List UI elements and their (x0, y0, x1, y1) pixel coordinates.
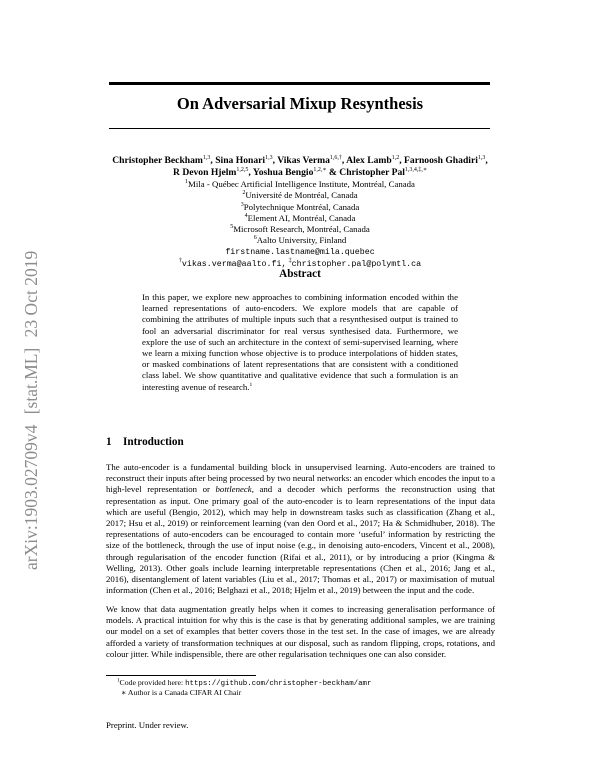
author-sup: 1,6,† (329, 154, 342, 161)
footnote-mark: 1 (249, 381, 253, 388)
footnote: $^1$Code provided here: https://github.com/christopher-beckham/amr (117, 678, 372, 688)
author-sup: 1,3 (265, 154, 273, 161)
author-sup: 1,3,4,‡,∗ (404, 166, 427, 173)
author-name: Vikas Verma (277, 155, 330, 166)
affiliation: $^5$Microsoft Research, Montréal, Canada (230, 224, 370, 235)
paper-title: On Adversarial Mixup Resynthesis (176, 94, 424, 113)
affiliation: $^4$Element AI, Montréal, Canada (244, 212, 356, 223)
title-bottom-rule (109, 128, 490, 129)
author-name: R Devon Hjelm (173, 167, 237, 178)
affiliation: $^2$Université de Montréal, Canada (242, 190, 358, 201)
section-heading: 1 Introduction (106, 436, 184, 448)
author-sup: 1,2,5 (236, 166, 249, 173)
abstract-heading: Abstract (279, 268, 321, 280)
author-sup: 1,3 (477, 154, 486, 161)
affiliation: $^3$Polytechnique Montréal, Canada (240, 201, 360, 212)
author-name: Christopher Pal (339, 167, 405, 178)
arxiv-category: [stat.ML] (21, 347, 41, 415)
author-sup: 1,2 (391, 154, 400, 161)
arxiv-date: 23 Oct 2019 (21, 250, 41, 338)
paragraph: We know that data augmentation greatly helps when it comes to increasing generalisation performance of models. A practical intuition for why this is the case is that by generating additional samples, we are training our model on a set of examples that better covers those in the test set. In the case of images, we are already afforded a variety of transformation techniques at our disposal, such as random flipping, crops, rotations, and colour jitter. While indispensible, there are other regularisation techniques one can also consider. (106, 604, 495, 659)
footnote-rule (106, 675, 256, 676)
author-list: Christopher Beckham$^{1,3}$, Sina Honari$^{1,3}$, Vikas Verma$^{1,6,\dagger}$, Alex Lamb$^{1,2}$, Farnoosh Ghadiri$^{1,3}$, R Devon Hjelm$^{1,2,5}$, Yoshua Bengio$^{1,2,∗}$ & Christopher Pal$^{1,3,4,\ddagger,∗}$ $^1$Mila - Québec Artificial Intelligence Institute, Montréal, Canada $^2$Université de Montréal, Canada $^3$Polytechnique Montréal, Canada $^4$Element AI, Montréal, Canada $^5$Microsoft Research, Montréal, Canada $^6$Aalto University, Finland firstname.lastname@mila.quebec †vikas.verma@aalto.fi, ‡christopher.pal@polymtl.ca (0, 155, 600, 270)
affiliation-list (0, 179, 600, 270)
email-line: firstname.lastname@mila.quebec (225, 247, 375, 257)
abstract-text: In this paper, we explore new approaches to combining information encoded within the learned representations of auto-encoders. We explore models that are capable of combining the attributes of multiple inputs such that a resynthesised output is trained to fool an adversarial discriminator for real versus synthesised data. Furthermore, we explore the use of such an architecture in the context of semi-supervised learning, where we learn a mixing function whose objective is to produce interpolations of hidden states, or masked combinations of latent representations that are consistent with a conditioned class label. We show quantitative and qualitative evidence that such a formulation is an interesting avenue of research.$^1$ (142, 292, 458, 392)
footnote: ∗ Author is a Canada CIFAR AI Chair (121, 688, 242, 697)
arxiv-id: arXiv:1903.02709v4 (21, 424, 41, 570)
paragraph: The auto-encoder is a fundamental building block in unsupervised learning. Auto-encoders are trained to reconstruct their inputs after being processed by two neural networks: an encoder which encodes the input to a high-level representation or bottleneck, and a decoder which performs the reconstruction using that representation as input. One primary goal of the auto-encoder is to learn representations of the input data which are useful (Bengio, 2012), which may help in downstream tasks such as classification (Zhang et al., 2017; Hsu et al., 2019) or reinforcement learning (van den Oord et al., 2017; Ha & Schmidhuber, 2018). The representations of auto-encoders can be encouraged to contain more ‘useful’ information by restricting the size of the bottleneck, through the use of input noise (e.g., in denoising auto-encoders, Vincent et al., 2008), through regularisation of the encoder function (Rifai et al., 2011), or by introducing a prior (Kingma & Welling, 2013). Other goals include learning interpretable representations (Chen et al., 2016; Jang et al., 2016), disentanglement of latent variables (Liu et al., 2017; Thomas et al., 2017) or maximisation of mutual information (Chen et al., 2016; Belghazi et al., 2018; Hjelm et al., 2019) between the input and the code. (106, 462, 496, 596)
code-link[interactable]: https://github.com/christopher-beckham/amr (185, 680, 372, 688)
author-sup: 1,2,∗ (313, 166, 327, 173)
author-name: Alex Lamb (346, 155, 392, 166)
author-name: Christopher Beckham (112, 155, 203, 166)
author-name: Sina Honari (215, 155, 266, 166)
author-name: Farnoosh Ghadiri (404, 155, 478, 166)
author-sup: 1,3 (202, 154, 211, 161)
affiliation: $^6$Aalto University, Finland (253, 235, 347, 246)
title-top-rule (109, 82, 490, 85)
author-name: Yoshua Bengio (252, 167, 314, 178)
affiliation: $^1$Mila - Québec Artificial Intelligence Institute, Montréal, Canada (185, 179, 415, 189)
preprint-notice: Preprint. Under review. (106, 720, 189, 730)
email-line: †vikas.verma@aalto.fi, ‡christopher.pal@polymtl.ca (178, 258, 422, 270)
